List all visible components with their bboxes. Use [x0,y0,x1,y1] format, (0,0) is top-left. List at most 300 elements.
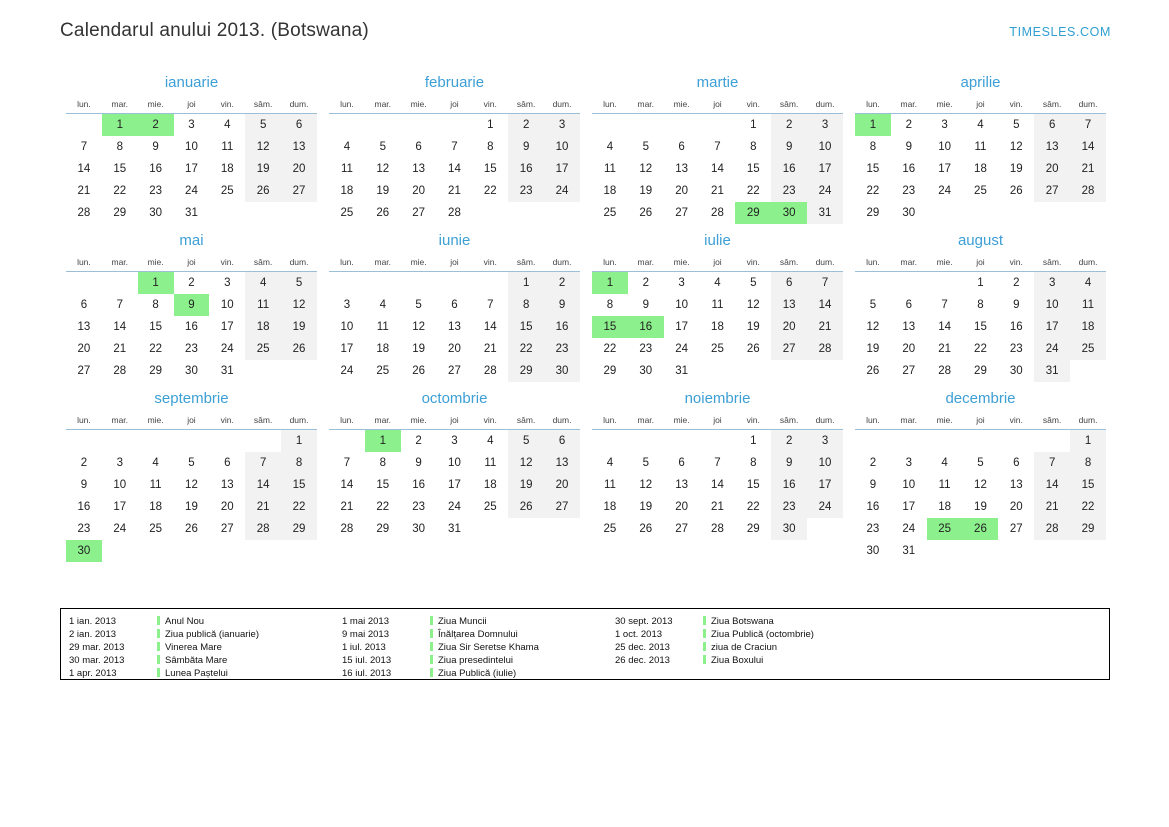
day-cell-weekend[interactable]: 9 [544,294,580,316]
day-cell[interactable]: 16 [77,501,91,513]
day-cell[interactable]: 6 [80,299,88,311]
day-cell-weekend[interactable]: 27 [544,496,580,518]
day-cell-weekend[interactable]: 28 [807,338,843,360]
day-cell[interactable]: 2 [642,277,649,289]
day-cell[interactable]: 28 [448,207,461,219]
day-cell[interactable]: 14 [938,321,951,333]
day-cell-weekend[interactable]: 7 [245,452,281,474]
day-cell[interactable]: 11 [711,299,724,311]
day-cell[interactable]: 20 [675,501,688,513]
day-cell-weekend[interactable]: 19 [508,474,544,496]
day-cell-weekend[interactable]: 27 [281,180,317,202]
day-cell[interactable]: 11 [603,163,616,175]
day-cell[interactable]: 4 [606,141,614,153]
day-cell[interactable]: 22 [483,185,497,197]
day-cell-weekend[interactable]: 2 [771,430,807,453]
day-cell[interactable]: 7 [487,299,494,311]
day-cell[interactable]: 12 [412,321,425,333]
day-cell[interactable]: 25 [376,365,390,377]
day-cell[interactable]: 21 [483,343,497,355]
day-cell-weekend[interactable]: 26 [508,496,544,518]
day-cell[interactable]: 3 [188,119,195,131]
day-cell[interactable]: 5 [750,277,757,289]
day-cell[interactable]: 21 [448,185,461,197]
day-cell-holiday[interactable]: 1 [855,114,891,137]
day-cell[interactable]: 29 [603,365,617,377]
day-cell[interactable]: 4 [941,457,948,469]
day-cell-weekend[interactable]: 14 [1034,474,1070,496]
day-cell[interactable]: 10 [220,299,234,311]
day-cell-weekend[interactable]: 16 [508,158,544,180]
day-cell[interactable]: 6 [678,141,685,153]
day-cell[interactable]: 18 [603,501,617,513]
day-cell-weekend[interactable]: 28 [245,518,281,540]
day-cell[interactable]: 28 [938,365,951,377]
day-cell[interactable]: 24 [902,523,916,535]
day-cell[interactable]: 20 [77,343,91,355]
day-cell[interactable]: 6 [415,141,422,153]
day-cell[interactable]: 16 [902,163,916,175]
day-cell[interactable]: 2 [80,457,88,469]
day-cell[interactable]: 28 [77,207,91,219]
day-cell-weekend[interactable]: 21 [807,316,843,338]
day-cell-weekend[interactable]: 14 [1070,136,1106,158]
day-cell[interactable]: 11 [484,457,497,469]
day-cell[interactable]: 5 [379,141,386,153]
day-cell-weekend[interactable]: 20 [771,316,807,338]
day-cell[interactable]: 6 [678,457,685,469]
day-cell-weekend[interactable]: 15 [1070,474,1106,496]
day-cell[interactable]: 20 [902,343,916,355]
day-cell[interactable]: 22 [746,501,760,513]
day-cell[interactable]: 9 [152,141,159,153]
day-cell[interactable]: 24 [448,501,461,513]
day-cell[interactable]: 11 [603,479,616,491]
day-cell[interactable]: 20 [412,185,425,197]
day-cell[interactable]: 1 [750,119,757,131]
day-cell[interactable]: 16 [149,163,162,175]
day-cell[interactable]: 17 [675,321,688,333]
day-cell-weekend[interactable]: 5 [245,114,281,137]
day-cell[interactable]: 22 [746,185,760,197]
day-cell[interactable]: 15 [866,163,880,175]
day-cell[interactable]: 30 [185,365,198,377]
day-cell-holiday[interactable]: 16 [628,316,664,338]
day-cell[interactable]: 12 [639,163,653,175]
day-cell[interactable]: 22 [113,185,127,197]
day-cell[interactable]: 16 [1009,321,1023,333]
day-cell-holiday[interactable]: 1 [365,430,401,453]
day-cell-weekend[interactable]: 4 [245,272,281,295]
day-cell[interactable]: 11 [221,141,234,153]
day-cell-weekend[interactable]: 9 [508,136,544,158]
day-cell-weekend[interactable]: 2 [508,114,544,137]
day-cell-weekend[interactable]: 21 [1034,496,1070,518]
day-cell[interactable]: 10 [185,141,198,153]
day-cell[interactable]: 19 [866,343,880,355]
day-cell-weekend[interactable]: 30 [544,360,580,382]
day-cell-weekend[interactable]: 23 [544,338,580,360]
day-cell-weekend[interactable]: 10 [807,452,843,474]
day-cell-weekend[interactable]: 7 [807,272,843,295]
day-cell[interactable]: 22 [866,185,880,197]
day-cell-weekend[interactable]: 12 [245,136,281,158]
day-cell[interactable]: 3 [451,435,458,447]
day-cell-weekend[interactable]: 12 [508,452,544,474]
day-cell[interactable]: 28 [711,523,724,535]
day-cell-weekend[interactable]: 6 [1034,114,1070,137]
day-cell-weekend[interactable]: 26 [281,338,317,360]
day-cell[interactable]: 21 [340,501,354,513]
day-cell[interactable]: 11 [376,321,389,333]
day-cell-weekend[interactable]: 10 [544,136,580,158]
day-cell[interactable]: 9 [1013,299,1020,311]
day-cell-weekend[interactable]: 21 [1070,158,1106,180]
day-cell[interactable]: 19 [639,501,653,513]
day-cell[interactable]: 13 [675,479,688,491]
day-cell[interactable]: 12 [866,321,880,333]
day-cell-weekend[interactable]: 16 [771,474,807,496]
day-cell[interactable]: 8 [750,141,757,153]
day-cell[interactable]: 29 [866,207,880,219]
day-cell[interactable]: 8 [606,299,614,311]
day-cell[interactable]: 10 [448,457,461,469]
day-cell[interactable]: 19 [376,185,390,197]
day-cell[interactable]: 7 [714,457,721,469]
day-cell[interactable]: 28 [711,207,724,219]
day-cell[interactable]: 26 [412,365,425,377]
day-cell[interactable]: 27 [675,523,688,535]
day-cell-weekend[interactable]: 9 [771,136,807,158]
day-cell[interactable]: 27 [448,365,461,377]
day-cell[interactable]: 7 [714,141,721,153]
day-cell-weekend[interactable]: 23 [771,496,807,518]
day-cell[interactable]: 25 [711,343,724,355]
day-cell[interactable]: 6 [224,457,231,469]
day-cell-weekend[interactable]: 2 [771,114,807,137]
day-cell[interactable]: 28 [113,365,127,377]
day-cell[interactable]: 23 [1009,343,1023,355]
day-cell[interactable]: 24 [675,343,688,355]
day-cell-weekend[interactable]: 12 [281,294,317,316]
day-cell-weekend[interactable]: 30 [771,518,807,540]
day-cell-weekend[interactable]: 14 [807,294,843,316]
day-cell-weekend[interactable]: 2 [544,272,580,295]
day-cell[interactable]: 5 [188,457,195,469]
day-cell[interactable]: 12 [185,479,198,491]
day-cell[interactable]: 27 [77,365,91,377]
day-cell[interactable]: 24 [340,365,354,377]
day-cell-weekend[interactable]: 25 [245,338,281,360]
day-cell[interactable]: 5 [977,457,984,469]
day-cell[interactable]: 28 [483,365,497,377]
day-cell[interactable]: 25 [340,207,354,219]
day-cell[interactable]: 19 [974,501,987,513]
day-cell[interactable]: 26 [866,365,880,377]
day-cell-weekend[interactable]: 25 [1070,338,1106,360]
day-cell[interactable]: 17 [113,501,127,513]
day-cell-weekend[interactable]: 27 [771,338,807,360]
day-cell[interactable]: 10 [902,479,916,491]
day-cell[interactable]: 15 [113,163,127,175]
day-cell[interactable]: 20 [1009,501,1023,513]
day-cell[interactable]: 9 [642,299,649,311]
day-cell-weekend[interactable]: 11 [1070,294,1106,316]
day-cell-weekend[interactable]: 18 [1070,316,1106,338]
day-cell[interactable]: 26 [185,523,198,535]
day-cell-weekend[interactable]: 18 [245,316,281,338]
day-cell[interactable]: 13 [412,163,425,175]
day-cell[interactable]: 11 [938,479,951,491]
day-cell[interactable]: 25 [483,501,497,513]
day-cell[interactable]: 12 [974,479,987,491]
day-cell[interactable]: 30 [412,523,425,535]
day-cell[interactable]: 31 [220,365,234,377]
day-cell[interactable]: 29 [376,523,390,535]
day-cell[interactable]: 8 [977,299,984,311]
day-cell[interactable]: 19 [746,321,760,333]
day-cell[interactable]: 9 [80,479,88,491]
day-cell[interactable]: 31 [448,523,461,535]
day-cell-holiday[interactable]: 2 [138,114,174,137]
day-cell[interactable]: 14 [483,321,497,333]
day-cell[interactable]: 2 [188,277,195,289]
day-cell[interactable]: 25 [220,185,234,197]
day-cell[interactable]: 6 [451,299,458,311]
day-cell[interactable]: 16 [185,321,198,333]
day-cell-weekend[interactable]: 13 [1034,136,1070,158]
day-cell-weekend[interactable]: 5 [281,272,317,295]
day-cell[interactable]: 30 [149,207,162,219]
day-cell[interactable]: 27 [220,523,234,535]
day-cell[interactable]: 29 [113,207,127,219]
day-cell[interactable]: 22 [149,343,162,355]
day-cell[interactable]: 24 [113,523,127,535]
day-cell[interactable]: 8 [869,141,877,153]
day-cell[interactable]: 11 [149,479,162,491]
day-cell[interactable]: 5 [642,141,649,153]
day-cell-weekend[interactable]: 28 [1070,180,1106,202]
day-cell-weekend[interactable]: 24 [807,180,843,202]
day-cell[interactable]: 3 [224,277,231,289]
day-cell[interactable]: 25 [603,523,617,535]
day-cell-holiday[interactable]: 30 [771,202,807,224]
day-cell-weekend[interactable]: 24 [1034,338,1070,360]
day-cell-weekend[interactable]: 1 [1070,430,1106,453]
day-cell[interactable]: 14 [77,163,91,175]
day-cell-weekend[interactable]: 21 [245,496,281,518]
day-cell[interactable]: 18 [340,185,354,197]
day-cell[interactable]: 27 [902,365,916,377]
day-cell[interactable]: 16 [866,501,880,513]
day-cell[interactable]: 18 [974,163,987,175]
day-cell[interactable]: 30 [1009,365,1023,377]
day-cell[interactable]: 27 [412,207,425,219]
day-cell[interactable]: 18 [376,343,390,355]
day-cell-holiday[interactable]: 30 [66,540,102,562]
day-cell[interactable]: 18 [603,185,617,197]
day-cell[interactable]: 13 [77,321,91,333]
day-cell-weekend[interactable]: 6 [281,114,317,137]
day-cell[interactable]: 20 [675,185,688,197]
day-cell-weekend[interactable]: 13 [771,294,807,316]
day-cell[interactable]: 15 [746,163,760,175]
day-cell-weekend[interactable]: 16 [771,158,807,180]
day-cell[interactable]: 29 [149,365,162,377]
day-cell[interactable]: 5 [415,299,422,311]
day-cell[interactable]: 25 [603,207,617,219]
day-cell[interactable]: 13 [675,163,688,175]
day-cell-weekend[interactable]: 16 [544,316,580,338]
day-cell-weekend[interactable]: 5 [508,430,544,453]
day-cell[interactable]: 15 [149,321,162,333]
day-cell-weekend[interactable]: 7 [1034,452,1070,474]
day-cell-weekend[interactable]: 14 [245,474,281,496]
day-cell-holiday[interactable]: 29 [735,202,771,224]
day-cell[interactable]: 14 [711,163,724,175]
day-cell[interactable]: 11 [974,141,987,153]
day-cell[interactable]: 22 [974,343,987,355]
day-cell[interactable]: 7 [116,299,123,311]
day-cell-weekend[interactable]: 4 [1070,272,1106,295]
day-cell[interactable]: 31 [675,365,688,377]
day-cell[interactable]: 14 [340,479,354,491]
day-cell[interactable]: 21 [711,501,724,513]
day-cell[interactable]: 4 [606,457,614,469]
day-cell-weekend[interactable]: 3 [807,114,843,137]
day-cell[interactable]: 4 [224,119,231,131]
day-cell[interactable]: 26 [376,207,390,219]
day-cell-weekend[interactable]: 31 [807,202,843,224]
day-cell[interactable]: 4 [487,435,494,447]
day-cell[interactable]: 25 [974,185,987,197]
day-cell[interactable]: 15 [746,479,760,491]
day-cell[interactable]: 10 [340,321,354,333]
day-cell-holiday[interactable]: 1 [592,272,628,295]
day-cell[interactable]: 23 [902,185,916,197]
day-cell-weekend[interactable]: 13 [544,452,580,474]
day-cell-weekend[interactable]: 1 [508,272,544,295]
day-cell[interactable]: 8 [487,141,494,153]
day-cell[interactable]: 25 [149,523,162,535]
day-cell[interactable]: 11 [340,163,353,175]
day-cell[interactable]: 23 [149,185,162,197]
day-cell[interactable]: 30 [639,365,653,377]
day-cell-weekend[interactable]: 29 [508,360,544,382]
day-cell-weekend[interactable]: 17 [544,158,580,180]
day-cell-weekend[interactable]: 17 [1034,316,1070,338]
day-cell-weekend[interactable]: 23 [771,180,807,202]
day-cell[interactable]: 17 [340,343,354,355]
day-cell[interactable]: 2 [1013,277,1020,289]
day-cell-weekend[interactable]: 1 [281,430,317,453]
day-cell[interactable]: 22 [376,501,390,513]
day-cell-weekend[interactable]: 3 [1034,272,1070,295]
day-cell-weekend[interactable]: 19 [245,158,281,180]
day-cell-weekend[interactable]: 10 [1034,294,1070,316]
day-cell-weekend[interactable]: 8 [508,294,544,316]
day-cell[interactable]: 13 [902,321,916,333]
day-cell[interactable]: 27 [1009,523,1023,535]
day-cell[interactable]: 8 [379,457,386,469]
day-cell[interactable]: 19 [185,501,198,513]
day-cell-weekend[interactable]: 17 [807,474,843,496]
day-cell[interactable]: 4 [714,277,721,289]
day-cell[interactable]: 8 [750,457,757,469]
day-cell[interactable]: 27 [675,207,688,219]
day-cell-weekend[interactable]: 7 [1070,114,1106,137]
day-cell[interactable]: 18 [711,321,724,333]
day-cell[interactable]: 1 [487,119,494,131]
day-cell[interactable]: 5 [642,457,649,469]
day-cell[interactable]: 12 [376,163,390,175]
day-cell-weekend[interactable]: 31 [1034,360,1070,382]
day-cell[interactable]: 3 [343,299,351,311]
day-cell[interactable]: 19 [412,343,425,355]
day-cell[interactable]: 17 [185,163,198,175]
day-cell[interactable]: 30 [866,545,880,557]
day-cell-weekend[interactable]: 9 [771,452,807,474]
day-cell-weekend[interactable]: 13 [281,136,317,158]
day-cell[interactable]: 6 [1013,457,1020,469]
day-cell-weekend[interactable]: 27 [1034,180,1070,202]
day-cell-weekend[interactable]: 3 [807,430,843,453]
day-cell[interactable]: 24 [185,185,198,197]
day-cell[interactable]: 1 [750,435,757,447]
day-cell[interactable]: 24 [938,185,951,197]
day-cell[interactable]: 12 [1009,141,1023,153]
day-cell[interactable]: 16 [412,479,425,491]
day-cell[interactable]: 30 [902,207,916,219]
day-cell[interactable]: 18 [483,479,497,491]
day-cell-weekend[interactable]: 29 [1070,518,1106,540]
day-cell[interactable]: 9 [415,457,422,469]
day-cell[interactable]: 4 [379,299,386,311]
day-cell-weekend[interactable]: 29 [281,518,317,540]
day-cell[interactable]: 8 [152,299,159,311]
day-cell[interactable]: 9 [869,479,877,491]
day-cell[interactable]: 17 [938,163,951,175]
day-cell-weekend[interactable]: 28 [1034,518,1070,540]
day-cell[interactable]: 18 [149,501,162,513]
day-cell-holiday[interactable]: 25 [927,518,963,540]
day-cell[interactable]: 7 [343,457,351,469]
day-cell[interactable]: 15 [483,163,497,175]
day-cell-holiday[interactable]: 15 [592,316,628,338]
day-cell-weekend[interactable]: 15 [281,474,317,496]
day-cell[interactable]: 19 [639,185,653,197]
day-cell[interactable]: 23 [866,523,880,535]
day-cell[interactable]: 3 [941,119,948,131]
day-cell[interactable]: 5 [1013,119,1020,131]
day-cell[interactable]: 20 [220,501,234,513]
day-cell[interactable]: 29 [746,523,760,535]
day-cell[interactable]: 2 [905,119,912,131]
day-cell[interactable]: 8 [116,141,123,153]
day-cell[interactable]: 21 [113,343,127,355]
day-cell[interactable]: 26 [1009,185,1023,197]
day-cell[interactable]: 2 [869,457,877,469]
day-cell[interactable]: 12 [746,299,760,311]
day-cell[interactable]: 1 [977,277,984,289]
day-cell[interactable]: 9 [905,141,912,153]
day-cell[interactable]: 4 [343,141,351,153]
day-cell[interactable]: 17 [902,501,916,513]
day-cell[interactable]: 18 [220,163,234,175]
day-cell[interactable]: 10 [938,141,951,153]
day-cell[interactable]: 5 [869,299,877,311]
day-cell[interactable]: 18 [938,501,951,513]
